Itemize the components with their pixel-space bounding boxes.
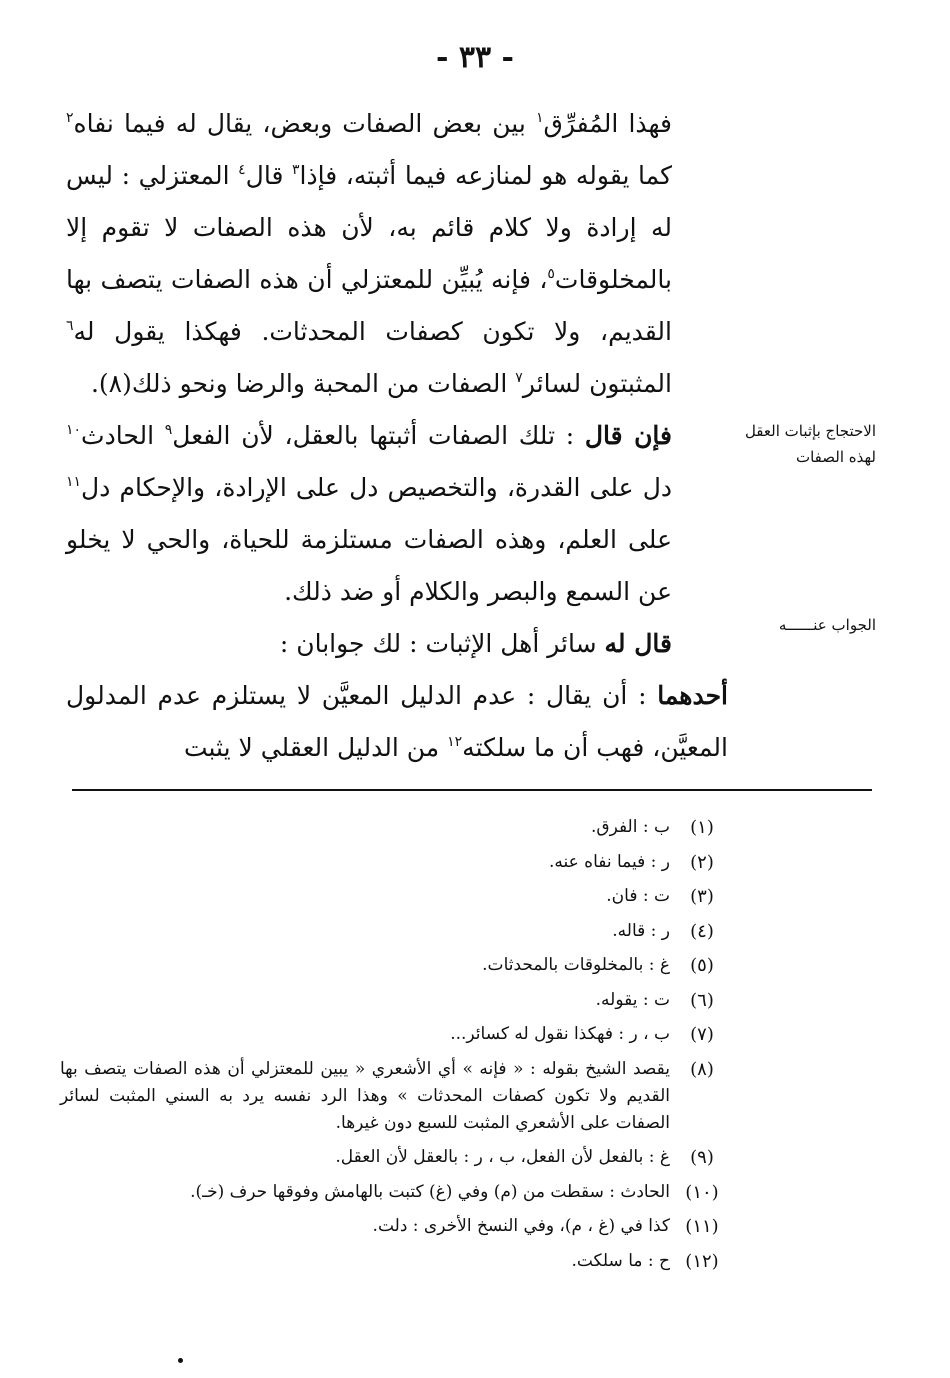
text-run: المعتزلي : ليس له إرادة ولا كلام قائم به، لأن هذه الصفات لا تقوم إلا بالمخلوقات (66, 161, 672, 294)
footnote-text: ب : الفرق. (590, 817, 670, 837)
bold-lead: قال له (604, 629, 672, 658)
text-run: ، فإنه يُبيِّن للمعتزلي أن هذه الصفات يتصف بها القديم، ولا تكون كصفات المحدثات. فهكذا يقول له (66, 265, 672, 346)
footnote-divider (72, 789, 872, 791)
margin-note-argument: الاحتجاج بإثبات العقل لهذه الصفات (744, 422, 876, 466)
bold-lead: أحدهما (657, 681, 728, 710)
text-run: الحادث (81, 421, 165, 450)
footnote-6 (60, 987, 724, 1014)
footnote-text: ت : فان. (606, 886, 670, 906)
footnote-text: ر : قاله. (612, 920, 670, 941)
paragraph-1 (66, 98, 728, 410)
text-run: سائر أهل الإثبات : لك جوابان : (279, 629, 605, 658)
paragraph-3 (66, 618, 728, 670)
text-run: دل على القدرة، والتخصيص دل على الإرادة، والإحكام دل (81, 473, 672, 502)
footnote-text: ت : يقوله. (595, 989, 670, 1010)
text-run: كما يقوله هو لمنازعه فيما أثبته، فإذا (299, 161, 672, 190)
footnote-12 (60, 1248, 724, 1275)
text-run: : تلك الصفات أثبتها بالعقل، لأن الفعل (172, 421, 585, 450)
footnote-10 (60, 1179, 724, 1206)
footnote-text: ر : فيما نفاه عنه. (548, 851, 670, 872)
footnote-number: (٤) (690, 920, 714, 942)
text-run: قال (245, 161, 292, 190)
footnote-ref: ١١ (66, 474, 82, 490)
footnote-ref: ٥ (547, 266, 555, 282)
paragraph-4 (66, 670, 728, 774)
footnote-text: الحادث : سقطت من (م) وفي (غ) كتبت بالهامش وفوقها حرف (خـ). (190, 1181, 670, 1202)
main-text (66, 98, 728, 774)
footnote-7 (60, 1021, 724, 1048)
text-run: بين بعض الصفات وبعض، يقال له فيما نفاه (73, 109, 536, 138)
footnote-number: (٥) (690, 955, 714, 976)
paragraph-2 (66, 410, 728, 618)
footnote-ref: ٧ (515, 370, 523, 386)
footnote-ref: ١ (535, 110, 544, 126)
text-run: المثبتون لسائر (522, 369, 672, 398)
text-run: الصفات من المحبة والرضا ونحو ذلك(٨). (90, 369, 516, 398)
footnote-ref: ٩ (164, 422, 173, 438)
footnote-1 (60, 814, 724, 841)
text-run: من الدليل العقلي لا يثبت (183, 733, 448, 762)
footnote-ref: ٦ (66, 318, 74, 334)
footnote-11 (60, 1213, 724, 1240)
footnote-4 (60, 918, 724, 945)
footnote-number: (١) (690, 817, 714, 838)
footnote-number: (٢) (690, 851, 714, 873)
footnote-ref: ١٠ (66, 422, 82, 438)
footnote-text: غ : بالمخلوقات بالمحدثات. (482, 955, 670, 975)
page-number: - ٣٣ - (435, 40, 515, 75)
footnote-number: (٣) (690, 886, 714, 907)
footnote-9 (60, 1144, 724, 1171)
footnote-text: كذا في (غ ، م)، وفي النسخ الأخرى : دلت. (372, 1216, 670, 1236)
text-run: على العلم، وهذه الصفات مستلزمة للحياة، والحي لا يخلو عن السمع والبصر والكلام أو ضد ذلك. (66, 525, 672, 606)
footnote-text: غ : بالفعل لأن الفعل، ب ، ر : بالعقل لأن العقل. (335, 1147, 670, 1167)
footnotes (60, 814, 724, 1282)
footnote-number: (٧) (690, 1024, 714, 1045)
footnote-number: (١٢) (685, 1250, 719, 1272)
footnote-text: ب ، ر : فهكذا نقول له كسائر... (450, 1024, 670, 1044)
margin-note-answer: الجواب عنــــــه (778, 616, 876, 634)
footnote-ref: ١٢ (447, 734, 463, 750)
footnote-2 (60, 849, 724, 876)
text-run: : أن يقال : عدم الدليل المعيَّن لا يستلزم عدم المدلول المعيَّن، فهب أن ما سلكته (66, 681, 728, 762)
footnote-number: (١٠) (685, 1181, 719, 1203)
footnote-text: يقصد الشيخ بقوله : « فإنه » أي الأشعري « يبين للمعتزلي أن هذه الصفات يتصف بها القديم ولا تكون كصفات المحدثات » وهذا الرد نفسه يرد به السني المثبت لسائر الصفات على الأشعري المثبت للسبع دون غيرها. (60, 1058, 670, 1133)
footnote-text: ح : ما سلكت. (571, 1250, 670, 1271)
footnote-5 (60, 952, 724, 979)
footnote-number: (٦) (690, 989, 714, 1011)
footnote-number: (١١) (685, 1216, 719, 1237)
footnote-8 (60, 1056, 724, 1137)
footnote-ref: ٢ (66, 110, 74, 126)
ink-dot (178, 1358, 183, 1363)
footnote-number: (٩) (690, 1147, 714, 1168)
text-run: فهذا المُفرِّق (543, 109, 673, 138)
footnote-ref: ٤ (238, 162, 246, 178)
bold-lead: فإن قال (584, 421, 672, 450)
footnote-ref: ٣ (291, 162, 300, 178)
footnote-3 (60, 883, 724, 910)
footnote-number: (٨) (690, 1058, 714, 1080)
